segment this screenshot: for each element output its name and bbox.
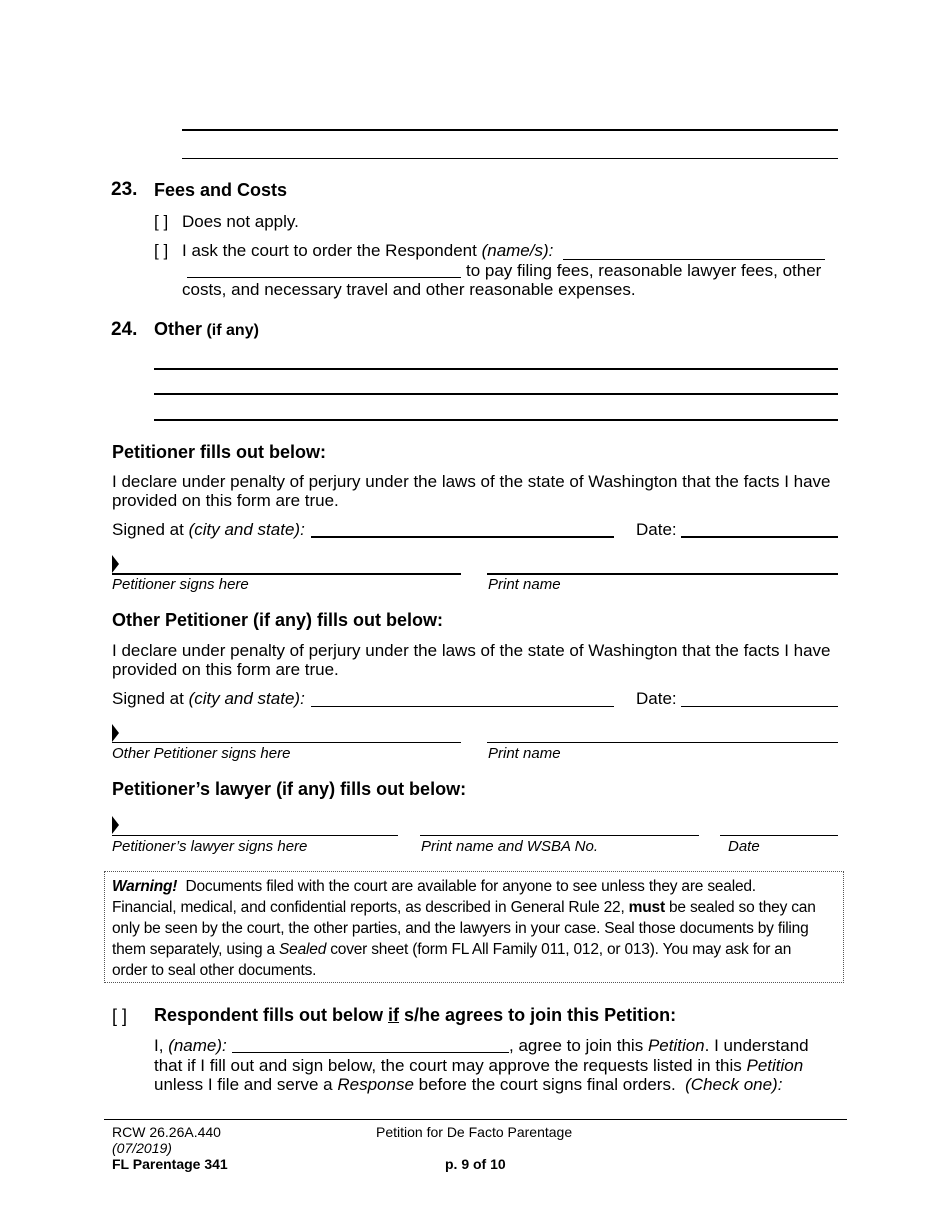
petitioner-date-label: Date:	[636, 520, 677, 539]
other-line[interactable]	[154, 419, 838, 421]
other-petitioner-city-state-field[interactable]	[311, 706, 614, 707]
petitioner-print-name-caption: Print name	[488, 576, 561, 593]
respondent-line-1b: , agree to join this Petition. I understand	[509, 1036, 809, 1055]
footer-date: (07/2019)	[112, 1140, 172, 1156]
other-line[interactable]	[154, 393, 838, 395]
footer-title: Petition for De Facto Parentage	[376, 1124, 573, 1140]
petitioner-signature-field[interactable]	[112, 573, 461, 575]
warning-box	[104, 871, 844, 983]
checkbox-fees-request[interactable]: [ ]	[154, 241, 169, 260]
lawyer-signature-field[interactable]	[112, 835, 398, 836]
lawyer-heading: Petitioner’s lawyer (if any) fills out below:	[112, 779, 467, 799]
petitioner-declaration-2: provided on this form are true.	[112, 491, 339, 510]
other-petitioner-date-label: Date:	[636, 689, 677, 708]
blank-line[interactable]	[182, 129, 838, 131]
petitioner-signed-at	[112, 520, 305, 540]
fees-request-text-2: to pay filing fees, reasonable lawyer fees, other	[466, 261, 822, 280]
city-state-label: (city and state):	[188, 689, 305, 708]
lawyer-print-name-caption: Print name and WSBA No.	[421, 838, 599, 855]
option-fees-request	[182, 241, 553, 261]
respondent-name-field[interactable]	[563, 259, 825, 260]
warning-line-2: Financial, medical, and confidential reports, as described in General Rule 22, must be sealed so they can	[112, 899, 816, 916]
respondent-line-1a: I, (name):	[154, 1036, 227, 1055]
respondent-checkbox[interactable]: [ ]	[112, 1006, 128, 1026]
fees-request-text: I ask the court to order the Respondent	[182, 241, 477, 260]
lawyer-signs-caption: Petitioner’s lawyer signs here	[112, 838, 308, 855]
other-petitioner-print-name-field[interactable]	[487, 742, 838, 743]
other-petitioner-print-name-caption: Print name	[488, 745, 561, 762]
sign-arrow-icon	[112, 724, 119, 742]
other-petitioner-signature-field[interactable]	[112, 742, 461, 743]
blank-line[interactable]	[182, 158, 838, 159]
section-24-number: 24.	[111, 319, 138, 340]
petitioner-city-state-field[interactable]	[311, 536, 614, 538]
respondent-line-3: unless I file and serve a Response before the court signs final orders. (Check one):	[154, 1075, 783, 1094]
petitioner-date-field[interactable]	[681, 536, 838, 538]
other-petitioner-declaration-1: I declare under penalty of perjury under the laws of the state of Washington that the facts I have	[112, 641, 831, 660]
section-24-title-suffix: (if any)	[206, 322, 259, 339]
other-line[interactable]	[154, 368, 838, 370]
section-24-title-text: Other	[154, 319, 203, 339]
sign-arrow-icon	[112, 555, 119, 573]
option-does-not-apply: Does not apply.	[182, 212, 299, 231]
fees-request-text-3: costs, and necessary travel and other reasonable expenses.	[182, 280, 636, 299]
section-24-title	[154, 319, 259, 340]
warning-line-4: them separately, using a Sealed cover sheet (form FL All Family 011, 012, or 013). You may ask for an	[112, 941, 792, 958]
fees-request-name-label: (name/s):	[481, 241, 554, 260]
section-23-title: Fees and Costs	[154, 180, 288, 200]
other-petitioner-date-field[interactable]	[681, 706, 838, 707]
respondent-name-field-continued[interactable]	[187, 277, 461, 278]
other-petitioner-declaration-2: provided on this form are true.	[112, 660, 339, 679]
warning-line-3: only be seen by the court, the other parties, and the lawyers in your case. Seal those documents by filing	[112, 920, 809, 937]
respondent-heading: Respondent fills out below if s/he agrees to join this Petition:	[154, 1005, 677, 1025]
city-state-label: (city and state):	[188, 520, 305, 539]
footer-page: p. 9 of 10	[445, 1156, 506, 1172]
warning-line-5: order to seal other documents.	[112, 962, 317, 979]
checkbox-does-not-apply[interactable]: [ ]	[154, 212, 169, 231]
footer-form-id: FL Parentage 341	[112, 1156, 228, 1172]
signed-at-label: Signed at	[112, 520, 184, 539]
sign-arrow-icon	[112, 816, 119, 834]
section-23-number: 23.	[111, 179, 138, 200]
footer-divider	[104, 1119, 847, 1120]
petitioner-signs-caption: Petitioner signs here	[112, 576, 249, 593]
signed-at-label: Signed at	[112, 689, 184, 708]
lawyer-date-field[interactable]	[720, 835, 838, 836]
other-petitioner-signed-at	[112, 689, 305, 709]
respondent-name-field[interactable]	[232, 1052, 509, 1053]
petitioner-declaration-1: I declare under penalty of perjury under the laws of the state of Washington that the facts I have	[112, 472, 831, 491]
other-petitioner-heading: Other Petitioner (if any) fills out below:	[112, 610, 444, 630]
respondent-line-2: that if I fill out and sign below, the court may approve the requests listed in this Petition	[154, 1056, 804, 1075]
lawyer-date-caption: Date	[728, 838, 760, 855]
warning-label: Warning!	[112, 878, 178, 895]
other-petitioner-signs-caption: Other Petitioner signs here	[112, 745, 291, 762]
petitioner-heading: Petitioner fills out below:	[112, 442, 327, 462]
petitioner-print-name-field[interactable]	[487, 573, 838, 575]
lawyer-print-name-field[interactable]	[420, 835, 699, 836]
warning-line-1: Warning! Documents filed with the court are available for anyone to see unless they are sealed.	[112, 878, 756, 895]
footer-rcw: RCW 26.26A.440	[112, 1124, 221, 1140]
